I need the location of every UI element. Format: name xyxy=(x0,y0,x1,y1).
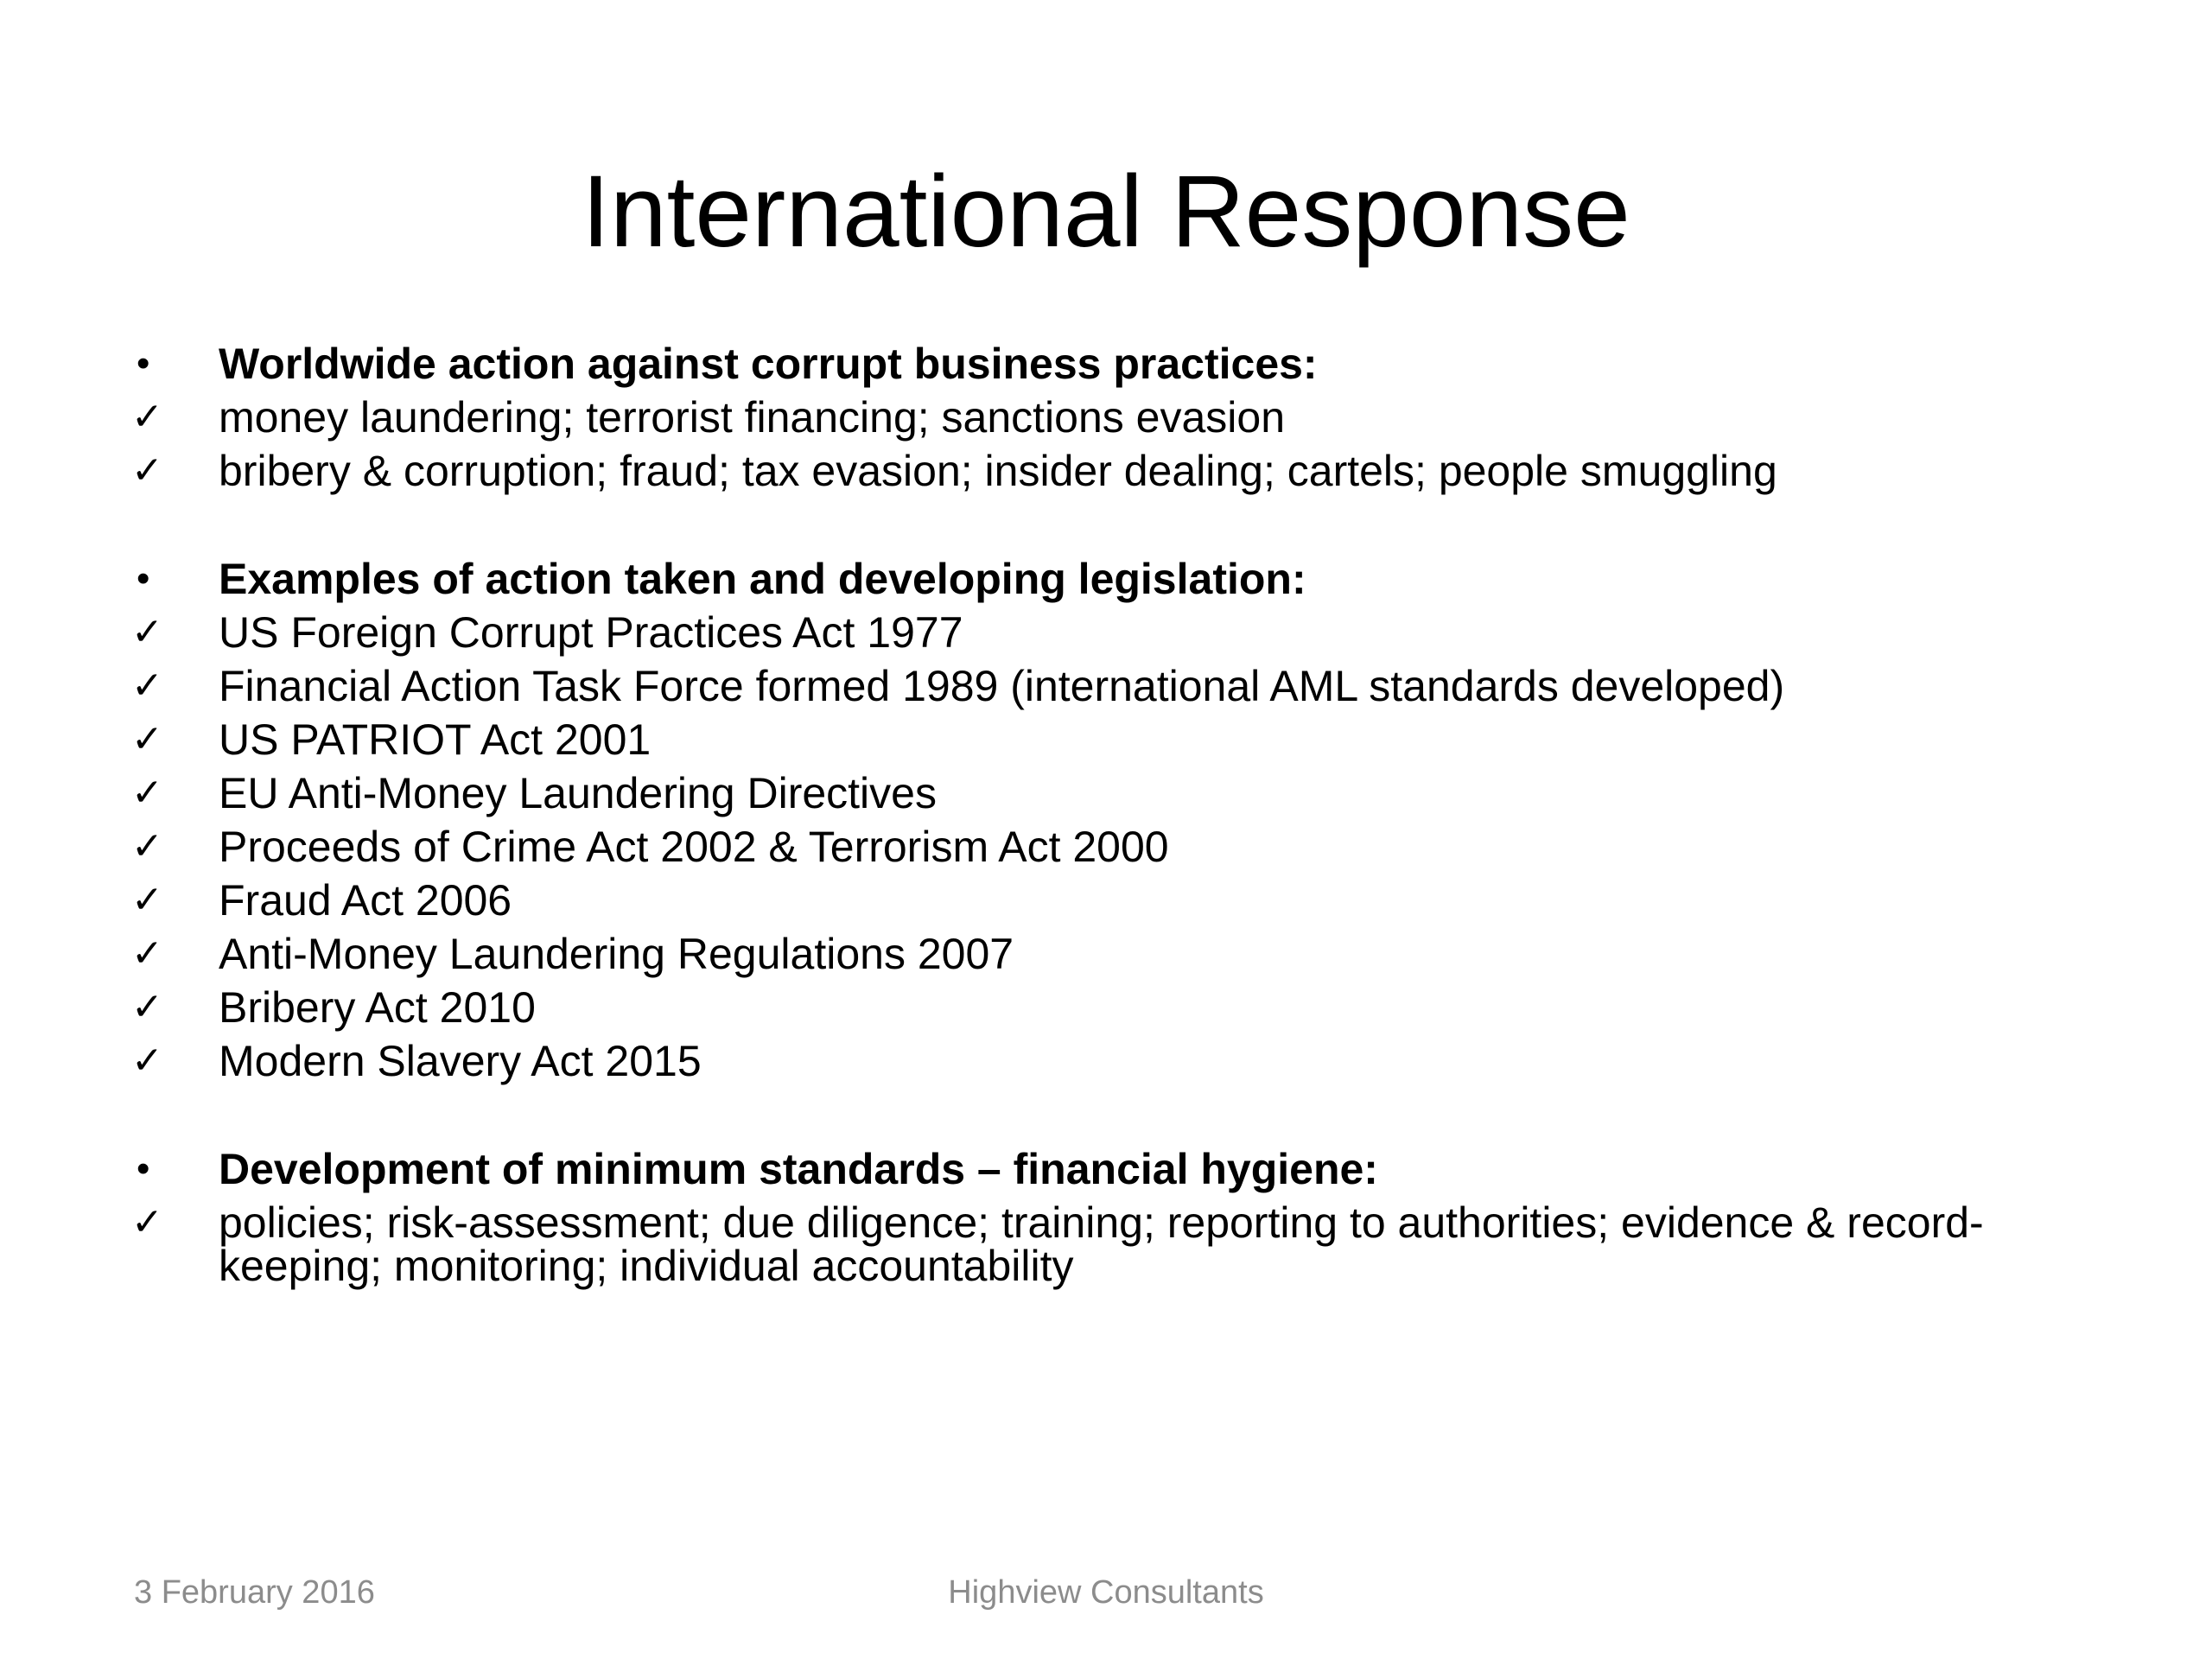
checkmark-icon: ✓ xyxy=(131,395,163,439)
list-item xyxy=(0,766,2212,820)
list-item xyxy=(0,444,2212,498)
checkmark-icon: ✓ xyxy=(131,610,163,654)
bullet-icon: • xyxy=(137,342,150,385)
footer-company: Highview Consultants xyxy=(948,1574,1264,1611)
list-item-text: EU Anti-Money Laundering Directives xyxy=(219,769,937,817)
checkmark-icon: ✓ xyxy=(131,931,163,976)
section-heading-row xyxy=(0,1142,2212,1196)
checkmark-icon: ✓ xyxy=(131,878,163,922)
list-item-text: bribery & corruption; fraud; tax evasion; insider dealing; cartels; people smuggling xyxy=(219,447,1777,495)
list-item xyxy=(0,1196,2212,1291)
section-heading: Worldwide action against corrupt business practices: xyxy=(219,340,1318,388)
checkmark-icon: ✓ xyxy=(131,448,163,493)
slide-title: International Response xyxy=(582,155,1630,269)
list-item-text: US PATRIOT Act 2001 xyxy=(219,715,652,764)
bullet-icon: • xyxy=(137,1147,150,1190)
list-item-text: policies; risk-assessment; due diligence; training; reporting to authorities; evidence & record-keeping; monitoring; individual accountability xyxy=(219,1198,1984,1290)
list-item-text: Anti-Money Laundering Regulations 2007 xyxy=(219,930,1014,978)
list-item-text: Proceeds of Crime Act 2002 & Terrorism Act 2000 xyxy=(219,823,1169,871)
section-heading: Examples of action taken and developing legislation: xyxy=(219,555,1306,603)
checkmark-icon: ✓ xyxy=(131,771,163,815)
list-item xyxy=(0,874,2212,927)
list-item-text: Fraud Act 2006 xyxy=(219,876,512,925)
section-heading-row xyxy=(0,552,2212,606)
list-item xyxy=(0,391,2212,444)
checkmark-icon: ✓ xyxy=(131,1039,163,1083)
list-item xyxy=(0,820,2212,874)
section-heading: Development of minimum standards – financial hygiene: xyxy=(219,1145,1378,1193)
list-item-text: US Foreign Corrupt Practices Act 1977 xyxy=(219,608,963,657)
checkmark-icon: ✓ xyxy=(131,1200,163,1244)
list-item-text: Bribery Act 2010 xyxy=(219,983,536,1032)
list-item xyxy=(0,659,2212,713)
list-item xyxy=(0,981,2212,1034)
checkmark-icon: ✓ xyxy=(131,985,163,1029)
checkmark-icon: ✓ xyxy=(131,717,163,761)
list-item xyxy=(0,1034,2212,1088)
list-item-text: Financial Action Task Force formed 1989 (international AML standards developed) xyxy=(219,662,1785,710)
section-heading-row xyxy=(0,337,2212,391)
list-item xyxy=(0,927,2212,981)
footer-date: 3 February 2016 xyxy=(134,1574,375,1611)
checkmark-icon: ✓ xyxy=(131,664,163,708)
checkmark-icon: ✓ xyxy=(131,824,163,868)
list-item xyxy=(0,606,2212,659)
list-item-text: Modern Slavery Act 2015 xyxy=(219,1037,702,1085)
list-item xyxy=(0,713,2212,766)
bullet-icon: • xyxy=(137,557,150,600)
list-item-text: money laundering; terrorist financing; sanctions evasion xyxy=(219,393,1286,442)
